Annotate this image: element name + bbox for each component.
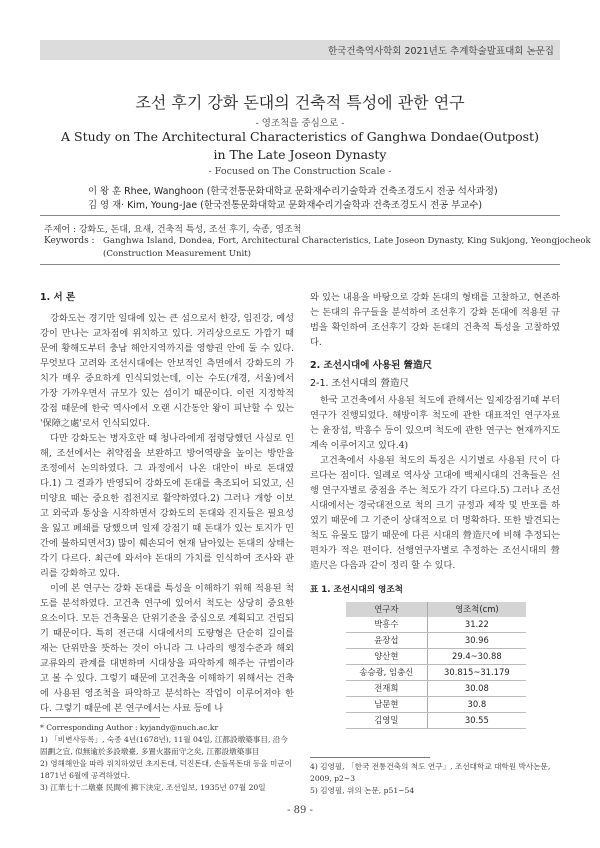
right-column — [310, 290, 560, 729]
section-2-paragraph-2: 고건축에서 사용된 척도의 특징은 시기별로 사용된 尺이 다르다는 점이다. 일례로 역사상 고대에 백제시대의 건축들은 선행 연구자별로 중점을 주는 척도가 각기 다르다.5) 그러나 조선시대에서는 경국대전으로 척의 크기 규정과 제작 및 반포를 하였기 때문에 그 기준이 상대적으로 더 명확하다. 또한 발견되는 척도 유물도 많기 때문에 다른 시대의 營造尺에 비해 추정되는 편차가 적은 편이다. 선행연구자별로 추정하는 조선시대의 營造尺은 다음과 같이 정리 할 수 있다. — [310, 455, 560, 571]
keywords-english-line1: Ganghwa Island, Dondea, Fort, Architectural Characteristics, Late Joseon Dynasty, King Sukjong, Yeongjocheok — [103, 236, 591, 246]
author-1-affiliation: (한국전통문화대학교 문화재수리기술학과 건축조경도시 전공 석사과정) — [206, 186, 498, 197]
table-cell-value: 30.815~31.179 — [427, 665, 526, 681]
intro-paragraph-2: 다만 강화도는 병자호란 때 청나라에게 점령당했던 사실로 인해, 조선에서는 취약점을 보완하고 방어역량을 높이는 방안을 조정에서 논의하였다. 그 과정에서 나온 대안이 바로 돈대였다.1) 그 결과가 반영되어 강화도에 돈대를 축조되어 되었고, 신미양요 때는 중요한 접전지로 활약하였다.2) 그러나 개항 이보고 외국과 통상을 시작하면서 강화도의 돈대와 진지들은 필요성을 잃고 폐쇄를 당했으며 일제 강점기 때 돈대가 있는 토지가 민간에 불하되면서3) 많이 훼손되어 현재 남아있는 돈대의 상태는 각기 다르다. 최근에 와서야 돈대의 가치를 인식하여 조사와 관리를 강화하고 있다. — [40, 433, 294, 579]
footnote-corresponding: * Corresponding Author : kyjandy@nuch.ac.kr — [40, 723, 219, 732]
table-cell-researcher: 양산현 — [346, 649, 427, 665]
table-cell-value: 30.08 — [427, 681, 526, 697]
title-english-line2: in The Late Joseon Dynasty — [213, 147, 387, 162]
keywords-top-rule — [40, 215, 560, 216]
table-cell-researcher: 전재희 — [346, 681, 427, 697]
table-row — [346, 649, 526, 665]
left-column — [40, 290, 294, 716]
footnote-5: 5) 김영필, 위의 논문, p51~54 — [310, 786, 415, 795]
intro-paragraph-1: 강화도는 경기만 일대에 있는 큰 섬으로서 한강, 임진강, 예성강이 만나는 교차점에 위치하고 있다. 거리상으로도 가깝기 때문에 황해도부터 충남 해안지역까지를 영향권 안에 둘 수 있다. 무엇보다 고려와 조선시대에는 안보적인 측면에서 강화도의 가치가 매우 중요하게 인식되었는데, 이는 수도(개경, 서울)에서 가장 가까우면서 규모가 있는 섬이기 때문이다. 이런 지정학적 강점 때문에 한국 역사에서 오랜 시간동안 왕이 피난할 수 있는 '保障之處'로서 인식되었다. — [40, 313, 294, 429]
keywords-korean: 주제어 : 강화도, 돈대, 요새, 건축적 특성, 조선 후기, 숙종, 영조척 — [44, 225, 302, 235]
title-korean: 조선 후기 강화 돈대의 건축적 특성에 관한 연구 — [135, 93, 465, 112]
keywords-english-label: Keywords : — [44, 236, 95, 246]
author-1 — [88, 183, 498, 197]
table-row — [346, 713, 526, 729]
author-2-name: 김 영 재· Kim, Young-Jae — [88, 200, 198, 211]
page-number: - 89 - — [287, 805, 313, 816]
section-2-heading: 2. 조선시대에 사용된 營造尺 — [310, 360, 433, 371]
table-cell-researcher: 송승광, 임충신 — [346, 665, 427, 681]
table-row — [346, 697, 526, 713]
section-1-heading: 1. 서 론 — [40, 292, 76, 303]
keywords-bottom-rule — [40, 264, 560, 265]
footnotes-right — [310, 761, 560, 797]
table-cell-value: 31.22 — [427, 617, 526, 633]
section-2-1-heading: 2-1. 조선시대의 營造尺 — [310, 378, 409, 389]
footnote-2: 2) 영해해안을 따라 위치하였던 초지돈대, 덕진돈대, 손돌목돈대 등을 미군이 1871년 6월에 공격하였다. — [40, 759, 292, 780]
table-header-researcher: 연구자 — [346, 602, 427, 617]
title-english-line1: A Study on The Architectural Characteristics of Ganghwa Dondae(Outpost) — [61, 129, 539, 144]
table-cell-researcher: 박흥수 — [346, 617, 427, 633]
table-row — [346, 617, 526, 633]
table-cell-value: 29.4~30.88 — [427, 649, 526, 665]
table-cell-value: 30.55 — [427, 713, 526, 729]
table-cell-researcher: 남문현 — [346, 697, 427, 713]
subtitle-korean: - 영조척을 중심으로 - — [255, 118, 345, 129]
author-2-affiliation: (한국전통문화대학교 문화재수리기술학과 건축조경도시 전공 부교수) — [200, 200, 483, 211]
table-row — [346, 665, 526, 681]
title-english — [0, 128, 600, 164]
table-1-caption: 표 1. 조선시대의 영조척 — [310, 585, 403, 595]
footnote-rule-left — [40, 717, 160, 718]
table-cell-value: 30.96 — [427, 633, 526, 649]
table-cell-researcher: 윤장섭 — [346, 633, 427, 649]
table-cell-researcher: 김영밀 — [346, 713, 427, 729]
table-header-row — [346, 602, 526, 617]
author-1-name: 이 왕 훈 Rhee, Wanghoon — [88, 186, 204, 197]
table-cell-value: 30.8 — [427, 697, 526, 713]
footnote-3: 3) 江華七十二墩臺 民間에 拂下決定, 조선일보, 1935년 07월 20일 — [40, 783, 266, 792]
subtitle-english: - Focused on The Construction Scale - — [208, 166, 392, 177]
keywords-english-line2: (Construction Measurement Unit) — [103, 249, 252, 259]
footnote-rule-right — [310, 757, 430, 758]
table-1 — [346, 602, 526, 729]
author-2 — [88, 197, 482, 211]
table-header-value: 영조척(cm) — [427, 602, 526, 617]
intro-paragraph-3: 이에 본 연구는 강화 돈대를 특성을 이해하기 위해 적용된 척도를 분석하였다. 고건축 연구에 있어서 척도는 상당히 중요한 요소이다. 모든 건축물은 단위기준을 중심으로 계획되고 건립되기 때문이다. 특히 전근대 시대에서의 도량형은 단순히 길이를 재는 단위만을 뜻하는 것이 아니라 그 나라의 행정수준과 해외교류와의 관계를 대변하며 시대상을 파악하게 해주는 규범이라고 볼 수 있다. 그렇기 때문에 고건축을 이해하기 위해서는 건축에 사용된 영조척을 파악하고 분석하는 작업이 이루어져야 한다. 그렇기 때문에 본 연구에서는 사료 등에 나 — [40, 583, 294, 714]
footnote-4: 4) 김영필, 「한국 전통건축의 척도 연구」, 조선대학교 대학원 박사논문, 2009, p2~3 — [310, 762, 551, 783]
intro-paragraph-continued: 와 있는 내용을 바탕으로 강화 돈대의 형태를 고찰하고, 현존하는 돈대의 유구들을 분석하여 조선후기 강화 돈대에 적용된 규범을 확인하여 조선후기 강화 돈대의 건축적 특성을 고찰하였다. — [310, 292, 560, 348]
section-2-paragraph-1: 한국 고건축에서 사용된 척도에 관해서는 일제강점기때 부터 연구가 진행되었다. 해방이후 척도에 관한 대표적인 연구자료는 윤장섭, 박흥수 등이 있으며 척도에 관한 연구는 현재까지도 계속 이루어지고 있다.4) — [310, 395, 560, 451]
footnote-1: 1) 「비변사등록」, 숙종 4년(1678년), 11월 04일, 江都設墩築事目, 沿今固劃之宜, 似無逾於多設墩臺, 多置火器而守之矣, 江都設墩築事目 — [40, 735, 288, 756]
table-row — [346, 681, 526, 697]
table-row — [346, 633, 526, 649]
journal-header: 한국건축역사학회 2021년도 추계학술발표대회 논문집 — [328, 46, 554, 57]
footnotes-left — [40, 722, 295, 794]
